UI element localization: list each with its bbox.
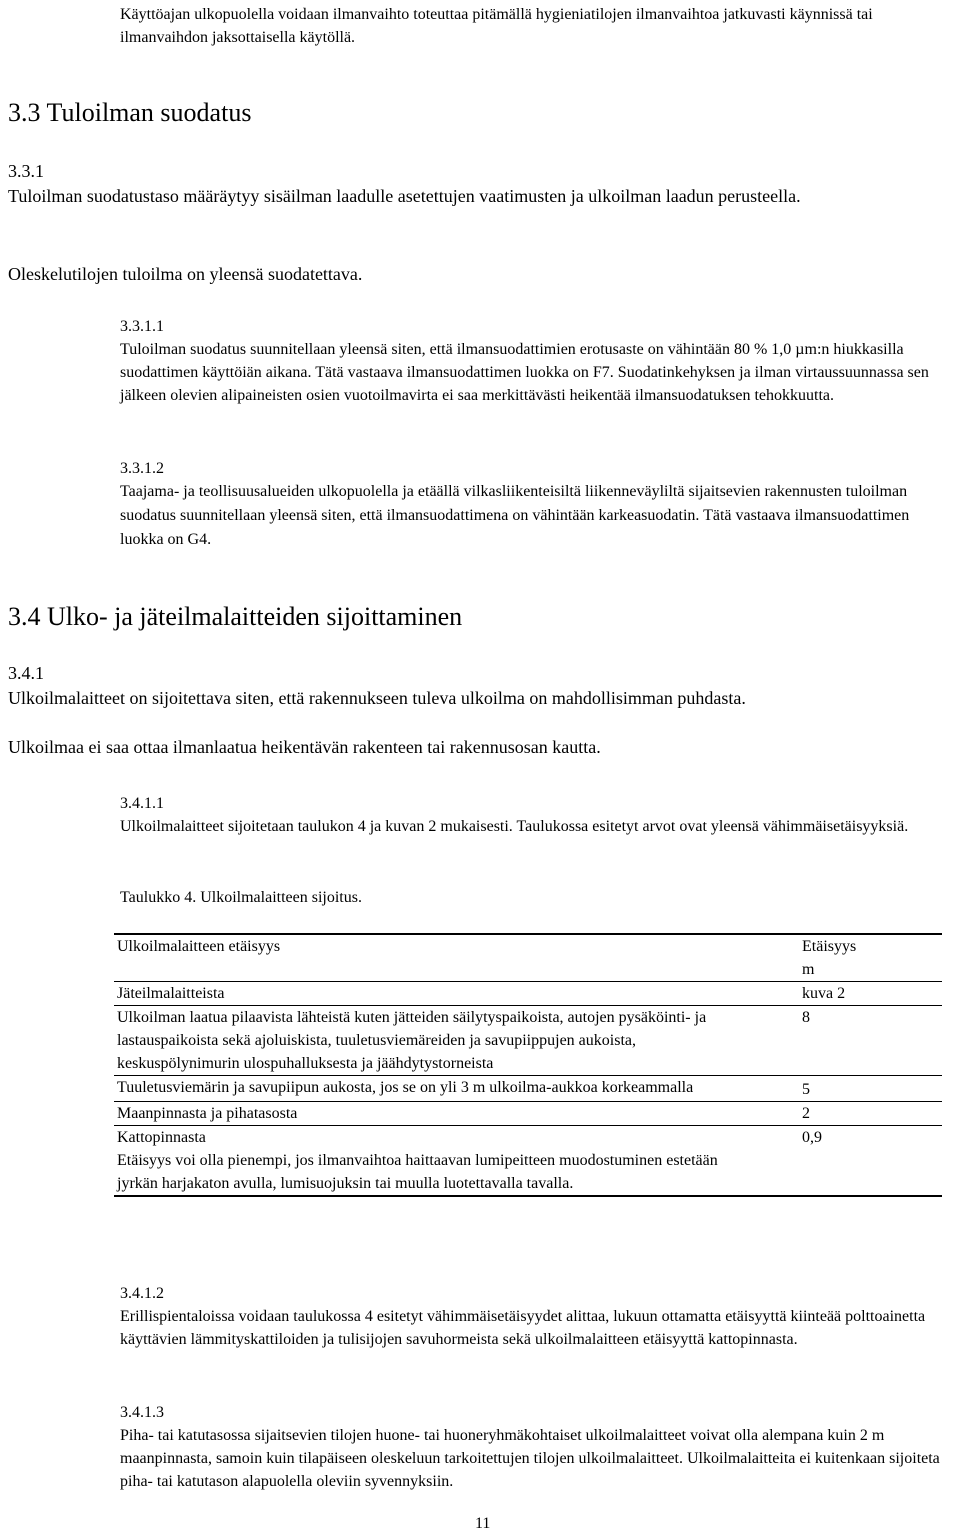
table-cell-label: Ulkoilman laatua pilaavista lähteistä kuten jätteiden säilytyspaikoista, autojen pysäköinti- ja lastauspaikoista sekä ajoluiskista, tuuletusviemäreiden ja savupiippujen aukoista, keskuspölynimurin ulospuhalluksesta ja jäähdytystorneista bbox=[117, 1009, 707, 1072]
table-cell-value: 0,9 bbox=[802, 1129, 822, 1146]
clause-paragraph-3-4-1-b: Ulkoilmaa ei saa ottaa ilmanlaatua heikentävän rakenteen tai rakennusosan kautta. bbox=[8, 737, 601, 757]
table-cell-label: Kattopinnasta bbox=[117, 1129, 206, 1146]
page-number: 11 bbox=[475, 1515, 491, 1532]
placement-table bbox=[114, 933, 942, 1197]
table-cell-value: 8 bbox=[802, 1009, 810, 1026]
clause-paragraph-3-4-1-2: Erillispientaloissa voidaan taulukossa 4 esitetyt vähimmäisetäisyydet alittaa, lukuun ottamatta etäisyyttä kiinteää polttoainetta käyttävien lämmityskattiloiden ja tulisijojen savuhormeista sekä ulkoilmalaitteen etäisyyttä kattopinnasta. bbox=[120, 1308, 926, 1348]
clause-paragraph-3-3-1-2: Taajama- ja teollisuusalueiden ulkopuolella ja etäällä vilkasliikenteisiltä liikenneväyliltä sijaitsevien rakennusten tuloilman suodatus suunnitellaan yleensä siten, että ilmansuodattimena on vähintään karkeasuodatin. Tätä vastaava ilmansuodattimen luokka on G4. bbox=[120, 483, 910, 548]
table-header-row bbox=[114, 935, 942, 982]
table-cell-label-group bbox=[114, 1126, 788, 1195]
clause-paragraph-3-3-1-1: Tuloilman suodatus suunnitellaan yleensä siten, että ilmansuodattimien erotusaste on vähintään 80 % 1,0 µm:n hiukkasilla suodattimen käyttöiän aikana. Tätä vastaava ilmansuodattimen luokka on F7. Suodatinkehyksen ja ilman virtaussuunnassa sen jälkeen olevien alipaineisten osien vuotoilmavirta ei saa merkittävästi heikentää ilmansuodatuksen tehokkuutta. bbox=[120, 341, 929, 404]
clause-paragraph-3-4-1: Ulkoilmalaitteet on sijoitettava siten, että rakennukseen tuleva ulkoilma on mahdollisimman puhdasta. bbox=[8, 688, 746, 708]
table-caption: Taulukko 4. Ulkoilmalaitteen sijoitus. bbox=[120, 889, 362, 906]
table-note: Etäisyys voi olla pienempi, jos ilmanvaihtoa haittaavan lumipeitteen muodostuminen estetään jyrkän harjakaton avulla, lumisuojuksin tai muulla luotettavalla tavalla. bbox=[117, 1152, 718, 1192]
clause-number-3-3-1-1: 3.3.1.1 bbox=[120, 318, 164, 335]
section-heading-3-4: 3.4 Ulko- ja jäteilmalaitteiden sijoittaminen bbox=[8, 602, 463, 631]
intro-paragraph: Käyttöajan ulkopuolella voidaan ilmanvaihto toteuttaa pitämällä hygieniatilojen ilmanvaihtoa jatkuvasti käynnissä tai ilmanvaihdon jaksottaisella käytöllä. bbox=[120, 6, 873, 46]
table-row bbox=[114, 1102, 942, 1126]
table-cell-label: Maanpinnasta ja pihatasosta bbox=[117, 1105, 298, 1122]
table-cell-value: 5 bbox=[802, 1081, 810, 1098]
clause-paragraph-3-4-1-3: Piha- tai katutasossa sijaitsevien tilojen huone- tai huoneryhmäkohtaiset ulkoilmalaitteet voivat olla alempana kuin 2 m maanpinnasta, samoin kuin tilapäiseen oleskeluun tarkoitettujen tilojen ulkoilmalaitteet. Ulkoilmalaitteita ei kuitenkaan sijoiteta piha- tai katutason alapuolella oleviin syvennyksiin. bbox=[120, 1427, 940, 1490]
clause-paragraph-3-3-1-b: Oleskelutilojen tuloilma on yleensä suodatettava. bbox=[8, 264, 363, 284]
clause-number-3-3-1: 3.3.1 bbox=[8, 161, 44, 181]
table-row bbox=[114, 1126, 942, 1195]
table-cell-label: Jäteilmalaitteista bbox=[117, 985, 225, 1002]
table-header-value: Etäisyys m bbox=[802, 938, 857, 978]
clause-number-3-3-1-2: 3.3.1.2 bbox=[120, 460, 164, 477]
table-cell-label: Tuuletusviemärin ja savupiipun aukosta, jos se on yli 3 m ulkoilma-aukkoa korkeammalla bbox=[117, 1079, 694, 1096]
table-row bbox=[114, 982, 942, 1006]
clause-number-3-4-1-3: 3.4.1.3 bbox=[120, 1404, 164, 1421]
section-heading-3-3: 3.3 Tuloilman suodatus bbox=[8, 98, 252, 127]
table-row bbox=[114, 1076, 942, 1102]
clause-paragraph-3-3-1: Tuloilman suodatustaso määräytyy sisäilman laadulle asetettujen vaatimusten ja ulkoilman laadun perusteella. bbox=[8, 186, 801, 206]
clause-number-3-4-1-1: 3.4.1.1 bbox=[120, 795, 164, 812]
clause-number-3-4-1: 3.4.1 bbox=[8, 663, 44, 683]
table-cell-value: 2 bbox=[802, 1105, 810, 1122]
table-header-distance: Ulkoilmalaitteen etäisyys bbox=[117, 938, 281, 955]
table-cell-value: kuva 2 bbox=[802, 985, 846, 1002]
clause-paragraph-3-4-1-1: Ulkoilmalaitteet sijoitetaan taulukon 4 ja kuvan 2 mukaisesti. Taulukossa esitetyt arvot ovat yleensä vähimmäisetäisyyksiä. bbox=[120, 818, 909, 835]
clause-number-3-4-1-2: 3.4.1.2 bbox=[120, 1285, 164, 1302]
table-row bbox=[114, 1006, 942, 1076]
